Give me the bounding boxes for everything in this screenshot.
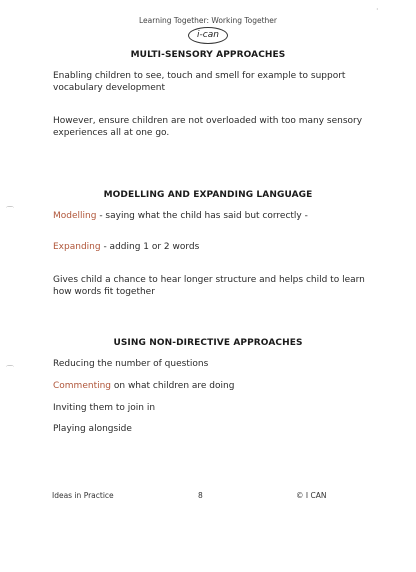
section-heading-modelling: MODELLING AND EXPANDING LANGUAGE <box>103 190 313 200</box>
list-item <box>53 359 373 371</box>
line-text: Inviting them to join in <box>53 403 156 413</box>
line-text: Reducing the number of questions <box>53 359 209 369</box>
page-number: 8 <box>198 491 203 500</box>
scan-mark-icon: ⌒ <box>6 365 14 374</box>
paragraph: Gives child a chance to hear longer structure and helps child to learn how words fit together <box>53 275 365 297</box>
section-heading-non-directive: USING NON-DIRECTIVE APPROACHES <box>113 338 303 348</box>
footer-right: © I CAN <box>296 491 327 500</box>
header-tagline: Learning Together: Working Together <box>138 16 278 25</box>
definition-text: - adding 1 or 2 words <box>100 242 200 252</box>
footer-left: Ideas in Practice <box>52 491 114 500</box>
list-item-expanding <box>53 242 373 254</box>
scan-mark-icon: · <box>376 5 379 14</box>
term-commenting: Commenting <box>53 381 112 391</box>
section-heading-multi-sensory: MULTI-SENSORY APPROACHES <box>130 50 286 60</box>
line-text: on what children are doing <box>111 381 235 391</box>
scan-mark-icon: ⌒ <box>6 206 14 215</box>
definition-text: - saying what the child has said but correctly - <box>96 211 308 221</box>
term-modelling: Modelling <box>53 211 97 221</box>
list-item <box>53 403 373 415</box>
term-expanding: Expanding <box>53 242 101 252</box>
ican-logo: i-can <box>188 27 228 44</box>
line-text: Playing alongside <box>53 424 132 434</box>
paragraph: However, ensure children are not overloaded with too many sensory experiences all at one go. <box>53 116 363 138</box>
list-item <box>53 381 373 393</box>
paragraph: Enabling children to see, touch and smell for example to support vocabulary development <box>53 71 346 93</box>
list-item-modelling <box>53 211 373 223</box>
list-item <box>53 424 373 436</box>
